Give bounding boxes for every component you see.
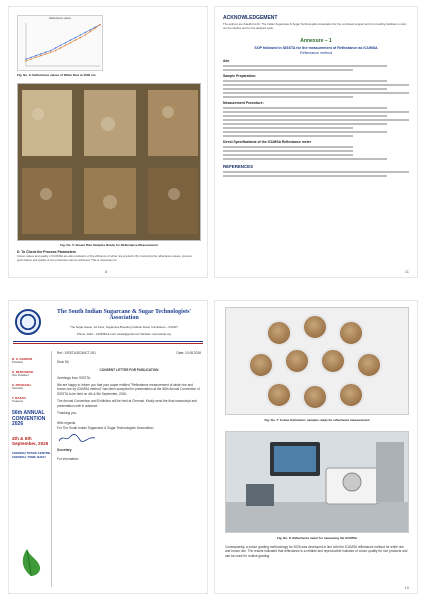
letter-signatory-title: Secretary [57, 448, 72, 453]
letter-closing: Thanking you, [57, 411, 78, 416]
chart-point [60, 45, 61, 46]
measurement-procedure-heading: Measurement Procedure: [223, 101, 264, 106]
convention-dates: 4th & 5th September, 2026 [12, 435, 49, 446]
letter-paragraph-1: We are happy to inform you that your paper entitled "Reflectance measurement of white rice and brown rice by ICUMSA method" has been accepted for presentation at the 56th Annual Convention of SISSTA to be held on 4th & 5th September, 2026. [57, 383, 200, 396]
office-bearers-sidebar [12, 351, 52, 587]
chart-point [85, 32, 86, 33]
chart-point [30, 58, 31, 59]
association-contact: Phone: 0422 – 2433563 E-mail: sissta@gmail.com Website: www.sissta.org [77, 332, 171, 336]
document-page-1 [8, 6, 208, 278]
sample-preparation-heading: Sample Preparation: [223, 74, 256, 79]
office-bearer-name: S. PRAKASH [12, 383, 31, 387]
chart-point [80, 34, 81, 35]
chart-title: Reflectance values [49, 17, 71, 20]
office-bearer-name: R. S. SANKAR [12, 357, 33, 361]
annexure-subheading-2: Reflectance method [300, 51, 332, 56]
chart-point [80, 37, 81, 38]
figure-8-caption: Fig. No. 8: Reflectance meter for measuring the ICUMSA [276, 536, 357, 540]
chart-point [70, 40, 71, 41]
letter-date: Date: 10.08.2026 [176, 351, 201, 355]
sugarcane-leaf-icon [18, 547, 44, 577]
page-number: 8 [105, 269, 108, 274]
chart-point [35, 55, 36, 56]
petri-dish-samples-photo [225, 307, 409, 415]
references-heading: REFERENCES [223, 163, 254, 169]
chart-point [70, 42, 71, 43]
chart-point [89, 31, 90, 32]
chart-point [94, 27, 95, 28]
chart-point [25, 58, 26, 59]
chart-caption: Fig. No. 6: Reflectance values of White Rice at 1600 nm [17, 73, 96, 77]
association-logo [15, 309, 41, 335]
section-text: Colour values and quality of ICUMSA are also indicators of the efficiency of white rice products. By monitoring the reflectance values, process optimization and quality of rice production can be achieved. This is necessary for [17, 254, 192, 262]
chart-point [65, 45, 66, 46]
chart-point [60, 47, 61, 48]
letter-body [57, 351, 201, 587]
aim-heading: Aim [223, 59, 230, 64]
letter-subject: CONSENT LETTER FOR PUBLICATION [99, 368, 159, 372]
letter-reference: Ref.: SISSTA/2026/ICT-001 [57, 351, 96, 355]
chart-point [85, 34, 86, 35]
chart-series-line-1 [26, 25, 100, 59]
chart-point [35, 57, 36, 58]
office-bearer-role: Vice President [12, 374, 29, 377]
convention-title: 56th ANNUAL CONVENTION 2026 [12, 410, 46, 428]
letter-regards: With regards, [57, 421, 76, 426]
chart-point [75, 40, 76, 41]
chart-point [40, 53, 41, 54]
chart-point [45, 53, 46, 54]
photo-caption: Fig. No. 5: Brown Rice Samples Ready for Reflectance Measurement [60, 243, 158, 247]
chart-point [50, 52, 51, 53]
chart-point [55, 50, 56, 51]
letter-signatory-org: For The South Indian Sugarcane & Sugar Technologists' Association [57, 425, 154, 430]
association-address: The Sugar House, 1st Floor, Sugarcane Breeding Institute Road, Coimbatore – 641007 [70, 325, 178, 329]
chart-point [99, 24, 100, 25]
document-page-2 [214, 6, 418, 278]
annexure-heading: Annexure – 1 [300, 38, 332, 45]
chart-axes [26, 23, 100, 66]
reflectance-chart-svg [18, 16, 104, 72]
office-bearer-name: K. MURUGESH [12, 370, 34, 374]
chart-point [25, 60, 26, 61]
conclusion-paragraph: Consequently, a colour grading methodology for 2026 was developed in line with the ICUMSA reflectance method for white rice and brown rice. The results indicated that reflectance is a reliable and reproducible indicator of colour quality for rice products and can be used for routine grading. [225, 545, 408, 558]
reflectance-chart [17, 15, 103, 71]
chart-point [45, 52, 46, 53]
acknowledgement-heading: ACKNOWLEDGEMENT [223, 15, 278, 21]
page-number: 11 [404, 269, 409, 274]
chart-point [30, 57, 31, 58]
figure-7-caption: Fig. No. 7: Colour Extraction: samples ready for reflectance measurement [264, 418, 370, 422]
office-bearer-role: Treasurer [12, 400, 24, 403]
chart-point [89, 29, 90, 30]
document-page-4 [214, 300, 418, 594]
letterhead-divider-2 [13, 343, 203, 344]
office-bearer-role: President [12, 361, 23, 364]
association-title: The South Indian Sugarcane & Sugar Technologists' Association [56, 309, 192, 321]
chart-point [50, 50, 51, 51]
page-number: 10 [404, 585, 409, 590]
chart-point [65, 42, 66, 43]
acknowledgement-text: The authors are thankful to Dr. The Indian Sugarcane & Sugar Technologists Association for the continued support and for providing facilities to carry out the studies and for the analysis work. [223, 22, 407, 30]
chart-point [40, 55, 41, 56]
chart-point [55, 47, 56, 48]
letter-paragraph-2: The Annual Convention and Exhibition will be held at Chennai. Kindly send the final manuscript and presentation well in advance. [57, 399, 197, 408]
letterhead-divider [13, 341, 203, 342]
signature-image [57, 433, 97, 443]
office-bearer-name: T. RAJAN [12, 396, 26, 400]
direct-specifications-heading: Direct Specifications of the ICUMSA Reflectance meter [223, 139, 312, 144]
office-bearer-role: Secretary [12, 387, 24, 390]
rice-samples-photo [17, 83, 201, 241]
convention-venue: CHENNAI TRADE CENTRE, CHENNAI, TAMIL NADU [12, 450, 51, 459]
section-heading: D. To Check the Process Parameters [17, 250, 76, 254]
chart-point [75, 37, 76, 38]
letter-salutation: Dear Sir, [57, 360, 70, 364]
annexure-subheading: SOP followed in SISSTA for the measurement of Reflectance as ICUMSA [254, 46, 378, 51]
reflectance-meter-photo [225, 431, 409, 533]
document-page-3-letter [8, 300, 208, 594]
letter-cc: For information [57, 456, 79, 461]
letter-greeting: Greetings from SISSTA. [57, 376, 91, 380]
